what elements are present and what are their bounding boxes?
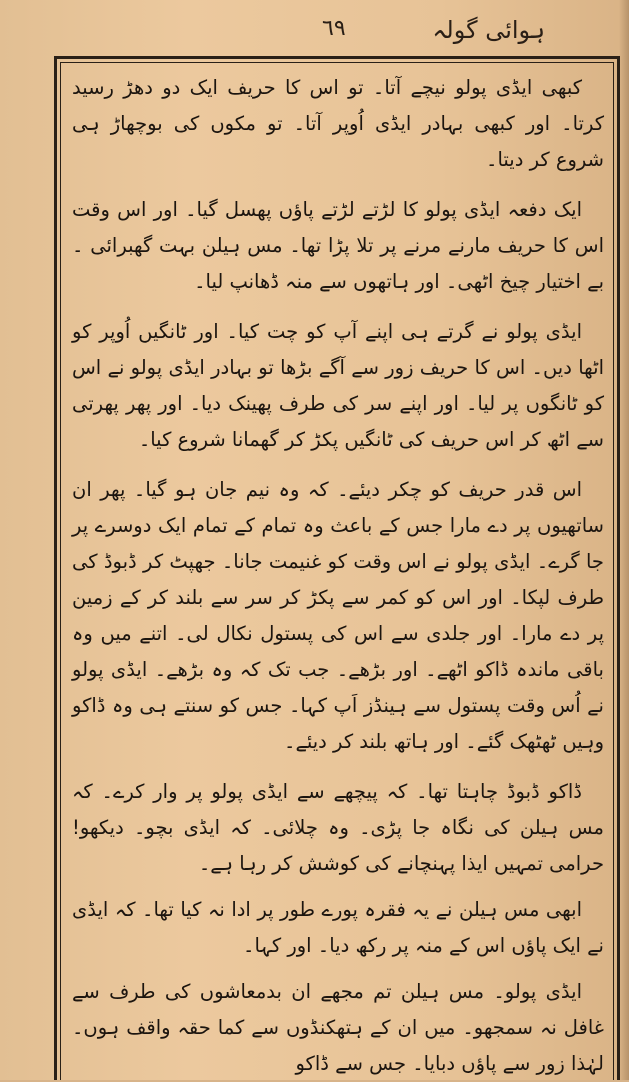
running-title: ہوائی گولہ <box>432 16 545 44</box>
paragraph: ایڈی پولو۔ مس ہیلن تم مجھے ان بدمعاشوں کی طرف سے غافل نہ سمجھو۔ میں ان کے ہتھکنڈوں سے کما حقہ واقف ہوں۔ لہٰذا زور سے پاؤں دبایا۔ جس سے ڈاکو <box>72 980 604 1075</box>
paragraph: ایک دفعہ ایڈی پولو کا لڑتے لڑتے پاؤں پھسل گیا۔ اور اس وقت اس کا حریف مارنے مرنے پر تلا پڑا تھا۔ مس ہیلن بہت گھبرائی ۔ بے اختیار چیخ اٹھی۔ اور ہاتھوں سے منہ ڈھانپ لیا۔ <box>72 198 604 293</box>
paragraph: اس قدر حریف کو چکر دیئے۔ کہ وہ نیم جان ہو گیا۔ پھر ان ساتھیوں پر دے مارا جس کے باعث وہ تمام کے تمام ایک دوسرے پر جا گرے۔ ایڈی پولو نے اس وقت کو غنیمت جانا۔ جھپٹ کر ڈبوڈ کی طرف لپکا۔ اور اس کو کمر سے پکڑ کر سر سے بلند کر کے زمین پر دے مارا۔ اور جلدی سے اس کی پستول نکال لی۔ اتنے میں وہ باقی ماندہ ڈاکو اٹھے۔ اور بڑھے۔ جب تک کہ وہ بڑھے۔ ایڈی پولو نے اُس وقت پستول سے ہینڈز اَپ کہا۔ جس کو سنتے ہی وہ ڈاکو وہیں ٹھٹھک گئے۔ اور ہاتھ بلند کر دیئے۔ <box>72 478 604 753</box>
page-edge-shadow <box>619 0 629 1080</box>
paragraph: ابھی مس ہیلن نے یہ فقرہ پورے طور پر ادا نہ کیا تھا۔ کہ ایڈی نے ایک پاؤں اس کے منہ پر رکھ دیا۔ اور کہا۔ <box>72 898 604 957</box>
body-text <box>72 70 604 1080</box>
paragraph: ایڈی پولو نے گرتے ہی اپنے آپ کو چت کیا۔ اور ٹانگیں اُوپر کو اٹھا دیں۔ اس کا حریف زور سے آگے بڑھا تو بہادر ایڈی پولو نے اس کو ٹانگوں پر لیا۔ اور اپنے سر کی طرف پھینک دیا۔ اور پھر پھرتی سے اٹھ کر اس حریف کی ٹانگیں پکڑ کر گھمانا شروع کیا۔ <box>72 320 604 451</box>
page-header <box>0 14 629 50</box>
page-number: ٦٩ <box>322 16 346 41</box>
paragraph: کبھی ایڈی پولو نیچے آتا۔ تو اس کا حریف ایک دو دھڑ رسید کرتا۔ اور کبھی بہادر ایڈی اُوپر آتا۔ تو مکوں کی بوچھاڑ ہی شروع کر دیتا۔ <box>72 76 604 171</box>
paragraph: ڈاکو ڈبوڈ چاہتا تھا۔ کہ پیچھے سے ایڈی پولو پر وار کرے۔ کہ مس ہیلن کی نگاہ جا پڑی۔ وہ چلائی۔ کہ ایڈی بچو۔ دیکھو! حرامی تمہیں ایذا پہنچانے کی کوشش کر رہا ہے۔ <box>72 780 604 875</box>
